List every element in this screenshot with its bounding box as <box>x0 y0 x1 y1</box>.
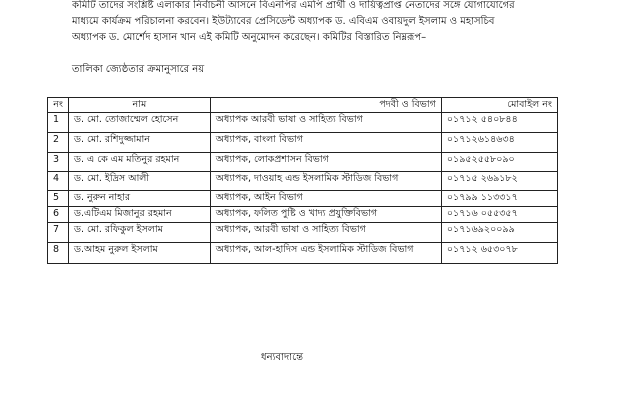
cell-name: ড.আহম নুরুল ইসলাম <box>68 243 210 264</box>
cell-designation: অধ্যাপক, বাংলা বিভাগ <box>210 133 441 153</box>
cell-mobile: ০১৯৫২৫৫৮০৯০ <box>441 153 557 172</box>
committee-table <box>47 97 558 264</box>
cell-designation: অধ্যাপক, আরবী ভাষা ও সাহিত্য বিভাগ <box>210 223 441 243</box>
cell-serial: 8 <box>48 243 69 264</box>
cell-name: ড.এটিএম মিজানুর রহমান <box>68 207 210 223</box>
cell-name: ড. মো. ইদ্রিস আলী <box>68 172 210 191</box>
header-mobile: মোবাইল নং <box>441 98 557 113</box>
cell-serial: 4 <box>48 172 69 191</box>
intro-paragraph <box>72 0 542 46</box>
cell-mobile: ০১৭১৫ ২৬৯১৮২ <box>441 172 557 191</box>
table-header-row <box>48 98 558 113</box>
cell-mobile: ০১৭১২ ৬৫৩০৭৮ <box>441 243 557 264</box>
cell-serial: 3 <box>48 153 69 172</box>
cell-serial: 2 <box>48 133 69 153</box>
cell-serial: 5 <box>48 191 69 207</box>
table-row <box>48 153 558 172</box>
intro-line-3: অধ্যাপক ড. মোর্শেদ হাসান খান এই কমিটি অনুমোদন করেছেন। কমিটির বিস্তারিত নিম্নরূপ– <box>72 32 427 43</box>
table-row <box>48 133 558 153</box>
header-designation: পদবী ও বিভাগ <box>210 98 441 113</box>
header-serial: নং <box>48 98 69 113</box>
table-row <box>48 191 558 207</box>
cell-serial: 7 <box>48 223 69 243</box>
seniority-note: তালিকা জ্যেষ্ঠতার ক্রমানুসারে নয় <box>72 64 205 75</box>
cell-serial: 1 <box>48 113 69 133</box>
header-name: নাম <box>68 98 210 113</box>
cell-name: ড. মো. তোজাম্মেল হোসেন <box>68 113 210 133</box>
table-row <box>48 113 558 133</box>
cell-designation: অধ্যাপক, লোকপ্রশাসন বিভাগ <box>210 153 441 172</box>
cell-designation: অধ্যাপক, দাওয়াহ এন্ড ইসলামিক স্টাডিজ বিভাগ <box>210 172 441 191</box>
cell-mobile: ০১৭১২ ৫৪০৮৪৪ <box>441 113 557 133</box>
cell-mobile: ০১৭৯৯ ১১৩৩১৭ <box>441 191 557 207</box>
cell-name: ড. নুরুন নাহার <box>68 191 210 207</box>
cell-name: ড. মো. রফিকুল ইসলাম <box>68 223 210 243</box>
cell-mobile: ০১৭১৬ ০৫৫৩৫৭ <box>441 207 557 223</box>
cell-mobile: ০১৭১৬৯২০০৯৯ <box>441 223 557 243</box>
cell-designation: অধ্যাপক আরবী ভাষা ও সাহিত্য বিভাগ <box>210 113 441 133</box>
table-row <box>48 223 558 243</box>
closing-salutation: ধন্যবাদান্তে <box>261 352 304 363</box>
cell-designation: অধ্যাপক, আল-হাদিস এন্ড ইসলামিক স্টাডিজ বিভাগ <box>210 243 441 264</box>
table-row <box>48 172 558 191</box>
cell-designation: অধ্যাপক, আইন বিভাগ <box>210 191 441 207</box>
cell-name: ড. এ কে এম মতিনুর রহমান <box>68 153 210 172</box>
cell-name: ড. মো. রশিদুজ্জামান <box>68 133 210 153</box>
intro-line-1: কমিটি তাদের সংশ্লিষ্ট এলাকার নির্বাচনী আসনে বিএনপির এমপি প্রার্থী ও দায়িত্বপ্রাপ্ত নেতাদের সঙ্গে যোগাযোগের <box>72 0 515 11</box>
cell-mobile: ০১৭১২৬১৪৬৩৪ <box>441 133 557 153</box>
cell-serial: 6 <box>48 207 69 223</box>
intro-line-2: মাধ্যমে কার্যক্রম পরিচালনা করবেন। ইউট্যাবের প্রেসিডেন্ট অধ্যাপক ড. এবিএম ওবায়দুল ইসলাম ও মহাসচিব <box>72 16 495 27</box>
table-row <box>48 243 558 264</box>
cell-designation: অধ্যাপক, ফলিত পুষ্টি ও খাদ্য প্রযুক্তিবিভাগ <box>210 207 441 223</box>
table-row <box>48 207 558 223</box>
